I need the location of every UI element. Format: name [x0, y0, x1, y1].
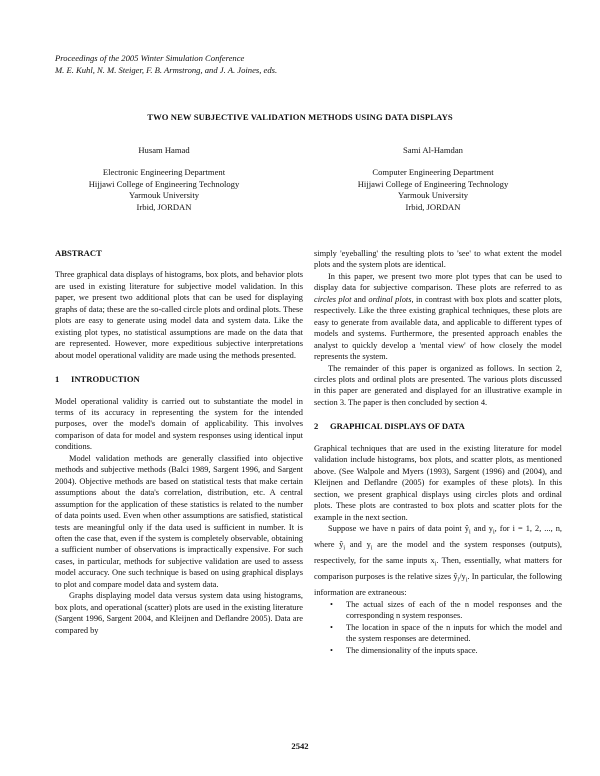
- proceedings-header: [55, 53, 277, 76]
- author-univ: Yarmouk University: [128, 190, 200, 201]
- author-2: [338, 145, 528, 213]
- term-circles-plot: circles plot: [314, 294, 352, 304]
- list-item-text: The actual sizes of each of the n model responses and the corresponding n system responses.: [346, 599, 562, 621]
- list-item: [314, 645, 562, 656]
- author-dept: Computer Engineering Department: [372, 167, 494, 178]
- text-run: . In particular, the following information are extraneous:: [314, 572, 562, 598]
- intro-paragraph-5: [314, 271, 562, 363]
- author-dept: Electronic Engineering Department: [102, 167, 226, 178]
- extraneous-info-list: [314, 599, 562, 656]
- section-title: GRAPHICAL DISPLAYS OF DATA: [330, 421, 465, 432]
- section-2-paragraph-1: Graphical techniques that are used in the existing literature for model validation include histograms, box plots, and scatter plots, as mentioned above. (See Walpole and Myers (1993), Sargent (1996) and (2004), and Kleijnen and Deflandre (2005) for examples of these plots). In this section, we present graphical displays using circles plots and ordinal plots. These plots are contrasted to box plots and scatter plots for the example in the next section.: [314, 443, 562, 522]
- text-run: and y: [473, 523, 493, 533]
- list-item-text: The dimensionality of the inputs space.: [346, 645, 478, 655]
- section-title: INTRODUCTION: [71, 374, 140, 385]
- text-run: . Then, essentially, what matters for comparison purposes is the relative sizes ŷ: [314, 556, 562, 582]
- intro-paragraph-2: Model validation methods are generally classified into objective methods and subjective methods (Balci 1989, Sargent 1996, and Sargent 2004). Objective methods are based on statistical tests that make certain assumptions about the data's correlation, distribution, etc. A central assumption for the application of these statistics is related to the number of data points used. Even when other assumptions are satisfied, statistical tests are meaningful only if the data used is sufficient in number. It is often the case that, even if the system is completely observable, obtaining a sufficient number of observations is impractically expensive. For such cases, in particular, methods for subjective validation are used to assess model accuracy. One such technique is based on using graphical displays to plot and compare model data and system data.: [55, 453, 303, 589]
- text-run: and y: [349, 540, 371, 550]
- abstract-text: Three graphical data displays of histograms, box plots, and behavior plots are used in existing literature for subjective model validation. In this paper, we present two additional plots that can be used for displaying graphs of data; these are the so-called circle plots and ordinal plots. These plots are easy to generate using model data and system data. Like the existing plot types, no statistical assumptions are made on the data that are represented. However, more expeditious subjective interpretations about model operational validity are made using the methods presented.: [55, 270, 303, 360]
- author-univ: Yarmouk University: [397, 190, 469, 201]
- section-number: 1: [55, 374, 60, 385]
- list-item: [314, 599, 562, 622]
- term-ordinal-plots: ordinal plots: [368, 294, 412, 304]
- text-run: In this paper, we present two more plot types that can be used to display data for subjective comparison. These plots are referred to as: [314, 271, 562, 293]
- page-number: 2542: [291, 741, 309, 751]
- author-city: Irbid, JORDAN: [405, 201, 461, 212]
- author-college: Hijjawi College of Engineering Technology: [88, 178, 240, 189]
- subscript: i: [434, 561, 437, 568]
- author-1: [69, 145, 259, 213]
- author-name: Sami Al-Hamdan: [403, 145, 463, 155]
- text-run: , in contrast with box plots and scatter plots, respectively. Like the three existing graphical techniques, these plots are easy to generate from available data, and applicable to different types of models and systems. Furthermore, the presented approach enables the analyst to quickly develop a 'mental view' of how closely the model represents the system.: [314, 294, 563, 362]
- section-1-heading: [55, 374, 303, 385]
- list-item: [314, 622, 562, 645]
- intro-paragraph-4: simply 'eyeballing' the resulting plots to 'see' to what extent the model plots and the system plots are identical.: [314, 249, 562, 270]
- author-name: Husam Hamad: [138, 145, 190, 155]
- abstract-heading: ABSTRACT: [55, 248, 102, 258]
- proceedings-line-1: Proceedings of the 2005 Winter Simulation Conference: [55, 53, 245, 63]
- right-column: [314, 248, 562, 656]
- list-item-text: The location in space of the n inputs for which the model and the system responses are determined.: [346, 622, 562, 644]
- intro-paragraph-3: Graphs displaying model data versus system data using histograms, box plots, and operational (scatter) plots are used in the existing literature (Sargent 1996, Sargent 2004, and Kleijnen and Deflandre 2005). Data are compared by: [55, 591, 303, 635]
- subscript: i: [370, 545, 373, 552]
- subscript: i: [457, 578, 460, 585]
- section-2-heading: [314, 421, 562, 432]
- text-run: Suppose we have n pairs of data point ŷ: [328, 523, 469, 533]
- intro-paragraph-6: The remainder of this paper is organized as follows. In section 2, circles plots and ordinal plots are presented. The various plots discussed in this paper are generated and displayed for an illustrative example in section 3. The paper is then concluded by section 4.: [314, 363, 562, 407]
- bullet-icon: •: [330, 645, 333, 655]
- text-run: and: [353, 294, 366, 304]
- left-column: [55, 248, 303, 636]
- section-2-paragraph-2: [314, 523, 562, 599]
- section-number: 2: [314, 421, 319, 432]
- proceedings-line-2: M. E. Kuhl, N. M. Steiger, F. B. Armstrong, and J. A. Joines, eds.: [55, 64, 278, 75]
- subscript: i: [465, 578, 468, 585]
- bullet-icon: •: [330, 622, 333, 632]
- author-college: Hijjawi College of Engineering Technology: [357, 178, 509, 189]
- subscript: i: [468, 529, 471, 536]
- subscript: i: [343, 545, 346, 552]
- text-run: /y: [459, 572, 466, 582]
- bullet-icon: •: [330, 599, 333, 609]
- text-run: , for i = 1, 2, ..., n, where ŷ: [314, 523, 562, 550]
- author-city: Irbid, JORDAN: [136, 201, 192, 212]
- subscript: i: [493, 529, 495, 536]
- paper-title: TWO NEW SUBJECTIVE VALIDATION METHODS USING DATA DISPLAYS: [147, 112, 453, 122]
- text-run: are the model and the system responses (outputs), respectively, for the same inputs x: [314, 540, 563, 566]
- intro-paragraph-1: Model operational validity is carried out to substantiate the model in terms of its accuracy in representing the system for the intended purposes, over the model's domain of applicability. This involves comparison of data for model and system responses using identical input conditions.: [55, 396, 303, 452]
